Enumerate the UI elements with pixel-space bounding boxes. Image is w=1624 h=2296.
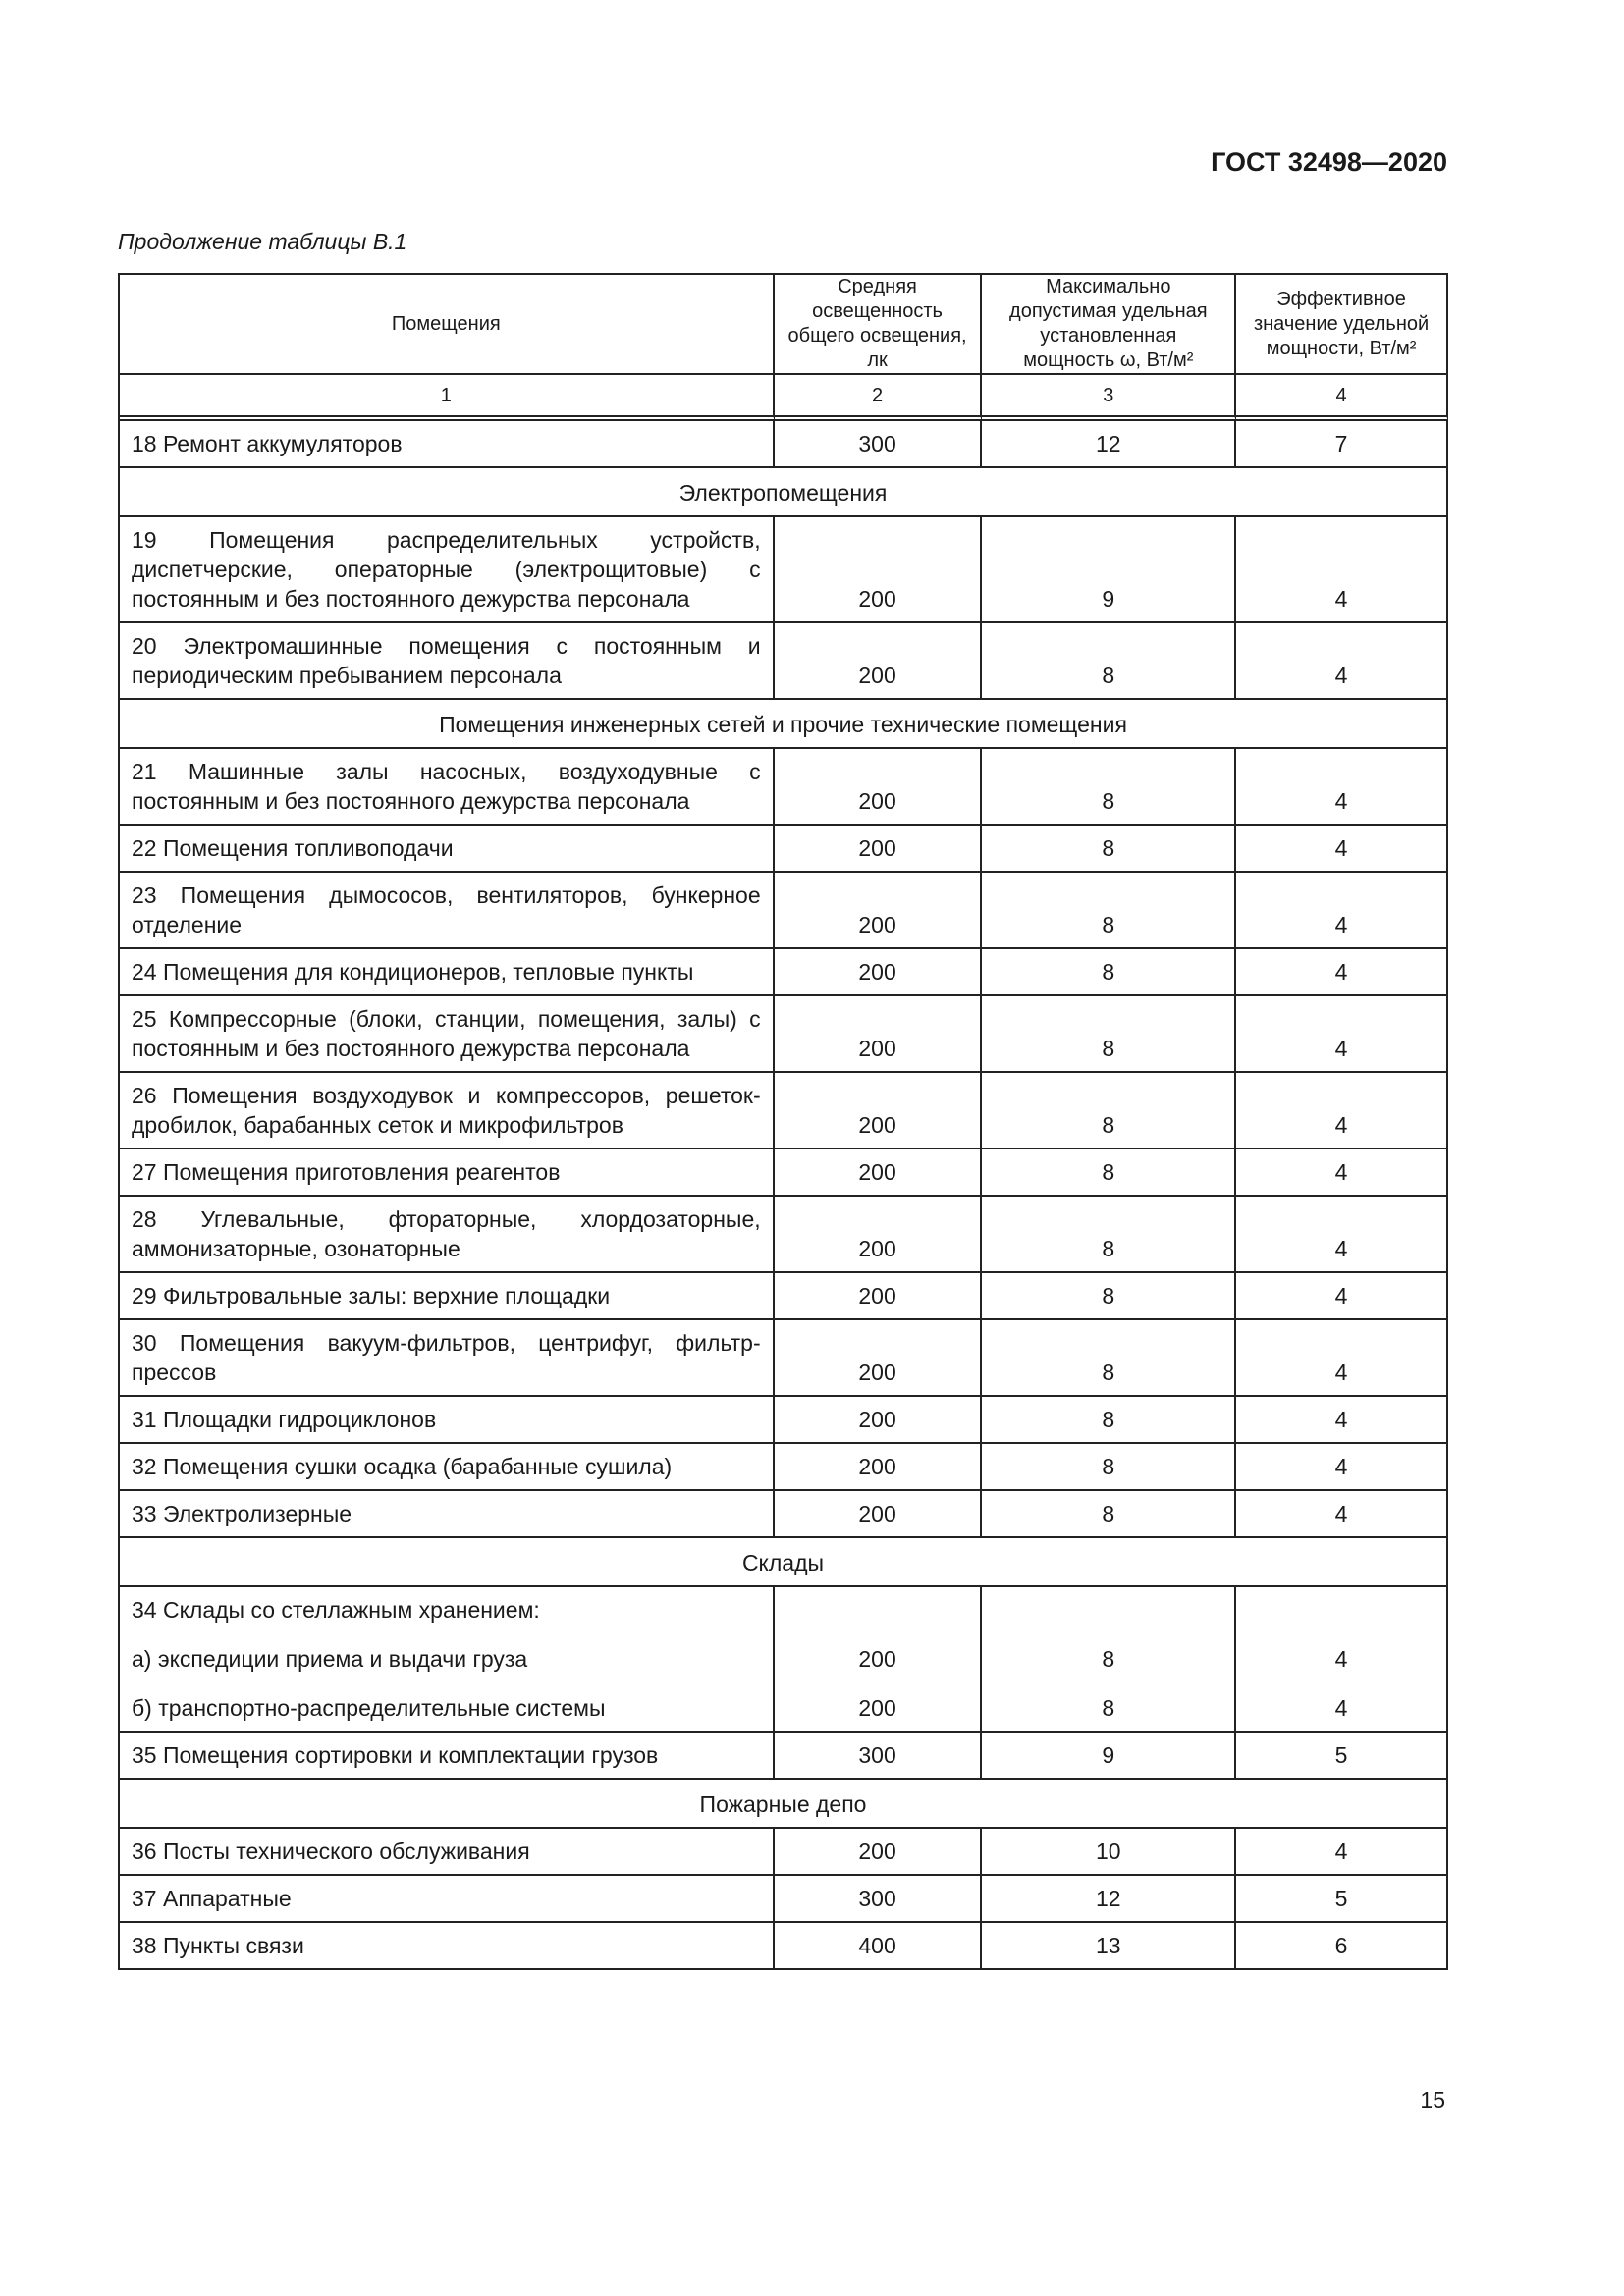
table-row (120, 1320, 1448, 1397)
illuminance-value: 300 (775, 1733, 983, 1780)
illuminance-value: 200 (775, 826, 983, 873)
section-row (120, 700, 1448, 749)
column-number: 2 (775, 375, 983, 421)
max-power-value: 12 (982, 1876, 1236, 1923)
illuminance-value: 200 (775, 517, 983, 623)
max-power-value: 12 (982, 421, 1236, 468)
room-name: 19 Помещения распределительных устройств, диспетчерские, операторные (электрощитовые) с постоянным и без постоянного дежурства персонала (120, 517, 775, 623)
effective-power-value: 4 (1236, 996, 1448, 1073)
table-row (120, 749, 1448, 826)
room-name: 32 Помещения сушки осадка (барабанные сушила) (120, 1444, 775, 1491)
max-power-value: 8 (982, 749, 1236, 826)
table-row (120, 1923, 1448, 1970)
illuminance-value: 200 (775, 873, 983, 949)
room-name: 27 Помещения приготовления реагентов (120, 1149, 775, 1197)
table-row (120, 1273, 1448, 1320)
room-name: 34 Склады со стеллажным хранением: (132, 1597, 540, 1623)
lighting-power-table (118, 273, 1448, 1970)
max-power-value: 8 (982, 1273, 1236, 1320)
illuminance-value: 200 (775, 1491, 983, 1538)
section-title: Склады (120, 1538, 1448, 1587)
illuminance-value: 300 (775, 421, 983, 468)
table-row (120, 1491, 1448, 1538)
effective-power-value: 4 (1236, 1273, 1448, 1320)
max-power-value: 13 (982, 1923, 1236, 1970)
illuminance-value: 200 (775, 1273, 983, 1320)
room-name: 37 Аппаратные (120, 1876, 775, 1923)
standard-number: ГОСТ 32498—2020 (1211, 147, 1447, 177)
room-name: 24 Помещения для кондиционеров, тепловые пункты (120, 949, 775, 996)
table-row (120, 1587, 1448, 1733)
empty-line (994, 1595, 1222, 1625)
max-power-value: 8 (982, 1491, 1236, 1538)
illuminance-value: 200 (775, 1444, 983, 1491)
table-row (120, 1149, 1448, 1197)
table-row (120, 1197, 1448, 1273)
room-name: 30 Помещения вакуум-фильтров, центрифуг, фильтр-прессов (120, 1320, 775, 1397)
table-continuation-caption: Продолжение таблицы В.1 (118, 229, 407, 254)
effective-power-value: 4 (1236, 949, 1448, 996)
section-row (120, 468, 1448, 517)
room-name: 31 Площадки гидроциклонов (120, 1397, 775, 1444)
table-body (120, 275, 1448, 1970)
effective-power-value: 4 (1236, 826, 1448, 873)
column-header-max-power: Максимально допустимая удельная установленная мощность ω, Вт/м² (982, 275, 1236, 375)
table-row (120, 623, 1448, 700)
table-row (120, 1876, 1448, 1923)
effective-power-value: 4 (1236, 1491, 1448, 1538)
illuminance-value: 200 (775, 1073, 983, 1149)
max-power-value: 10 (982, 1829, 1236, 1876)
max-power-value: 8 (982, 1149, 1236, 1197)
room-name: 26 Помещения воздуходувок и компрессоров, решеток-дробилок, барабанных сеток и микрофильтров (120, 1073, 775, 1149)
room-name: 25 Компрессорные (блоки, станции, помещения, залы) с постоянным и без постоянного дежурства персонала (120, 996, 775, 1073)
room-name: 35 Помещения сортировки и комплектации грузов (120, 1733, 775, 1780)
effective-power-value: 4 (1236, 623, 1448, 700)
effective-power-value: 4 (1334, 1695, 1348, 1721)
illuminance-value: 200 (775, 1397, 983, 1444)
max-power-value: 8 (982, 623, 1236, 700)
illuminance-value: 200 (775, 1149, 983, 1197)
effective-power-value: 5 (1236, 1876, 1448, 1923)
illuminance-value: 200 (775, 949, 983, 996)
column-header-effective-power: Эффективное значение удельной мощности, Вт/м² (1236, 275, 1448, 375)
effective-power-value: 7 (1236, 421, 1448, 468)
illuminance-value: 200 (775, 749, 983, 826)
max-power-value: 9 (982, 1733, 1236, 1780)
effective-power-value: 4 (1236, 1149, 1448, 1197)
illuminance-value: 200 (775, 996, 983, 1073)
effective-power-value-cell (1236, 1587, 1448, 1733)
section-title: Электропомещения (120, 468, 1448, 517)
max-power-value: 8 (982, 996, 1236, 1073)
empty-line (1248, 1595, 1435, 1625)
illuminance-value: 300 (775, 1876, 983, 1923)
effective-power-value: 6 (1236, 1923, 1448, 1970)
room-name: 33 Электролизерные (120, 1491, 775, 1538)
sub-room-name: а) экспедиции приема и выдачи груза (132, 1646, 528, 1672)
room-name: 28 Углевальные, фтораторные, хлордозаторные, аммонизаторные, озонаторные (120, 1197, 775, 1273)
table-row (120, 1073, 1448, 1149)
column-number: 4 (1236, 375, 1448, 421)
illuminance-value: 200 (858, 1646, 896, 1672)
effective-power-value: 4 (1236, 1444, 1448, 1491)
empty-line (786, 1595, 969, 1625)
effective-power-value: 4 (1236, 1829, 1448, 1876)
illuminance-value: 400 (775, 1923, 983, 1970)
max-power-value: 8 (1102, 1646, 1115, 1672)
page-number: 15 (1420, 2087, 1445, 2112)
illuminance-value: 200 (775, 1197, 983, 1273)
table-row (120, 517, 1448, 623)
max-power-value: 8 (982, 1073, 1236, 1149)
room-name: 38 Пункты связи (120, 1923, 775, 1970)
table-row (120, 421, 1448, 468)
effective-power-value: 4 (1236, 1397, 1448, 1444)
effective-power-value: 4 (1334, 1646, 1348, 1672)
max-power-value: 8 (982, 873, 1236, 949)
room-name: 36 Посты технического обслуживания (120, 1829, 775, 1876)
table-row (120, 996, 1448, 1073)
illuminance-value-cell (775, 1587, 983, 1733)
illuminance-value: 200 (775, 1320, 983, 1397)
table-row (120, 1444, 1448, 1491)
max-power-value-cell (982, 1587, 1236, 1733)
room-name: 18 Ремонт аккумуляторов (120, 421, 775, 468)
max-power-value: 8 (982, 949, 1236, 996)
room-name: 23 Помещения дымососов, вентиляторов, бункерное отделение (120, 873, 775, 949)
column-number-row (120, 375, 1448, 421)
section-title: Помещения инженерных сетей и прочие технические помещения (120, 700, 1448, 749)
illuminance-value: 200 (775, 623, 983, 700)
column-header-rooms: Помещения (120, 275, 775, 375)
table-row (120, 1829, 1448, 1876)
section-row (120, 1538, 1448, 1587)
table-row (120, 1733, 1448, 1780)
max-power-value: 8 (982, 1444, 1236, 1491)
room-name: 22 Помещения топливоподачи (120, 826, 775, 873)
table-row (120, 949, 1448, 996)
room-name: 20 Электромашинные помещения с постоянным и периодическим пребыванием персонала (120, 623, 775, 700)
section-row (120, 1780, 1448, 1829)
effective-power-value: 4 (1236, 1320, 1448, 1397)
table-row (120, 873, 1448, 949)
table-row (120, 826, 1448, 873)
effective-power-value: 4 (1236, 517, 1448, 623)
max-power-value: 8 (982, 826, 1236, 873)
effective-power-value: 4 (1236, 873, 1448, 949)
max-power-value: 8 (1102, 1695, 1115, 1721)
room-name-cell (120, 1587, 775, 1733)
illuminance-value: 200 (858, 1695, 896, 1721)
max-power-value: 8 (982, 1197, 1236, 1273)
max-power-value: 9 (982, 517, 1236, 623)
table-row (120, 1397, 1448, 1444)
illuminance-value: 200 (775, 1829, 983, 1876)
column-number: 3 (982, 375, 1236, 421)
effective-power-value: 4 (1236, 1073, 1448, 1149)
effective-power-value: 4 (1236, 749, 1448, 826)
effective-power-value: 4 (1236, 1197, 1448, 1273)
column-number: 1 (120, 375, 775, 421)
column-header-illuminance: Средняя освещенность общего освещения, лк (775, 275, 983, 375)
max-power-value: 8 (982, 1320, 1236, 1397)
section-title: Пожарные депо (120, 1780, 1448, 1829)
room-name: 29 Фильтровальные залы: верхние площадки (120, 1273, 775, 1320)
effective-power-value: 5 (1236, 1733, 1448, 1780)
sub-room-name: б) транспортно-распределительные системы (132, 1695, 606, 1721)
room-name: 21 Машинные залы насосных, воздуходувные с постоянным и без постоянного дежурства персонала (120, 749, 775, 826)
table-header-row (120, 275, 1448, 375)
max-power-value: 8 (982, 1397, 1236, 1444)
